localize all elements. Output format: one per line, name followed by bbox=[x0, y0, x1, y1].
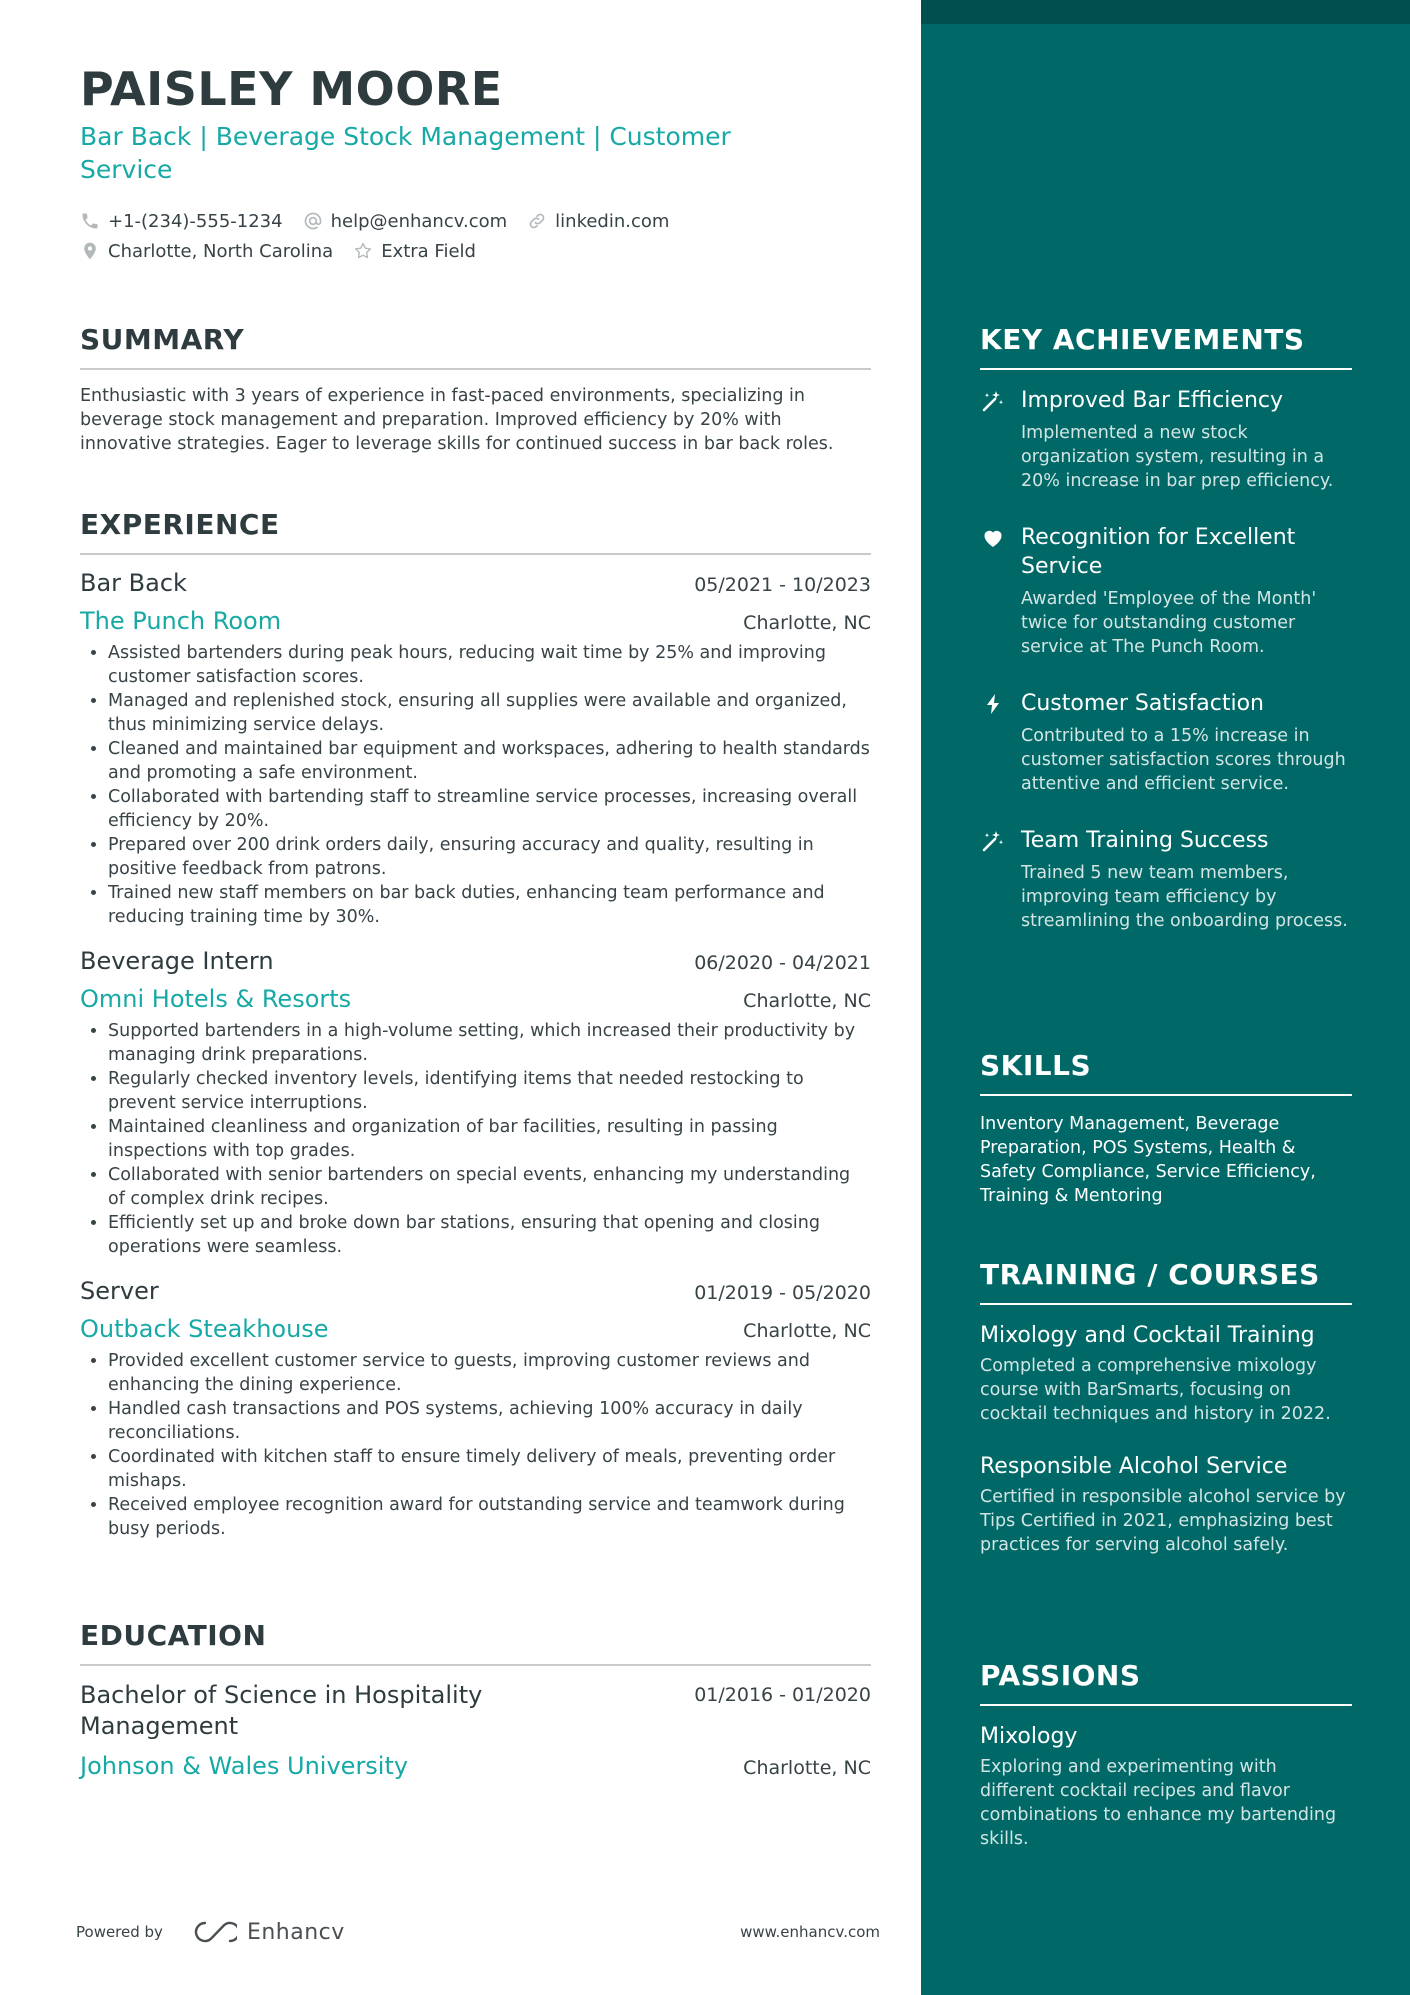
job-dates: 06/2020 - 04/2021 bbox=[694, 952, 871, 974]
job-role: Bar Back bbox=[80, 569, 187, 597]
location-pin-icon bbox=[80, 241, 100, 261]
skills-heading: SKILLS bbox=[980, 1049, 1352, 1096]
contact-location bbox=[80, 241, 333, 262]
enhancv-logo-icon bbox=[191, 1919, 237, 1945]
training-section bbox=[980, 1258, 1352, 1557]
email-text: help@enhancv.com bbox=[330, 210, 508, 232]
contact-email[interactable] bbox=[303, 211, 508, 232]
achievement-title: Customer Satisfaction bbox=[1021, 691, 1264, 716]
achievement-title: Recognition for Excellent Service bbox=[1021, 525, 1296, 579]
summary-heading: SUMMARY bbox=[80, 323, 871, 370]
contact-row-2 bbox=[80, 236, 871, 266]
passions-heading: PASSIONS bbox=[980, 1659, 1352, 1706]
achievement-title: Team Training Success bbox=[1021, 828, 1269, 853]
bullet-item: • Provided excellent customer service to guests, improving customer reviews and enhancing the dining experience. bbox=[108, 1349, 871, 1397]
contact-info bbox=[80, 206, 871, 266]
magic-wand-icon bbox=[980, 828, 1006, 854]
job-bullets bbox=[80, 1349, 871, 1541]
achievement-item bbox=[980, 523, 1352, 659]
powered-by bbox=[76, 1919, 345, 1945]
brand-name: Enhancv bbox=[246, 1919, 345, 1945]
extra-text: Extra Field bbox=[381, 240, 476, 262]
sidebar bbox=[921, 0, 1410, 1995]
education-section bbox=[80, 1619, 871, 1780]
bullet-item: • Handled cash transactions and POS systems, achieving 100% accuracy in daily reconciliations. bbox=[108, 1397, 871, 1445]
training-heading: TRAINING / COURSES bbox=[980, 1258, 1352, 1305]
bullet-item: • Efficiently set up and broke down bar stations, ensuring that opening and closing operations were seamless. bbox=[108, 1211, 871, 1259]
job-dates: 05/2021 - 10/2023 bbox=[694, 574, 871, 596]
footer bbox=[76, 1912, 880, 1952]
bullet-item: • Managed and replenished stock, ensuring all supplies were available and organized, thus minimizing service delays. bbox=[108, 689, 871, 737]
skills-text: Inventory Management, Beverage Preparation, POS Systems, Health & Safety Compliance, Service Efficiency, Training & Mentoring bbox=[980, 1114, 1316, 1206]
job-company: The Punch Room bbox=[80, 607, 282, 635]
powered-by-text: Powered by bbox=[76, 1923, 163, 1941]
phone-icon bbox=[80, 211, 100, 231]
candidate-name: PAISLEY MOORE bbox=[80, 62, 503, 116]
bullet-item: • Maintained cleanliness and organization of bar facilities, resulting in passing inspections with top grades. bbox=[108, 1115, 871, 1163]
candidate-title: Bar Back | Beverage Stock Management | Customer Service bbox=[80, 122, 731, 184]
passion-desc: Exploring and experimenting with different cocktail recipes and flavor combinations to enhance my bartending skills. bbox=[980, 1757, 1337, 1849]
education-school: Johnson & Wales University bbox=[80, 1752, 409, 1780]
lightning-icon bbox=[980, 691, 1006, 717]
job-entry bbox=[80, 947, 871, 1259]
job-bullets bbox=[80, 641, 871, 929]
summary-text: Enthusiastic with 3 years of experience in fast-paced environments, specializing in beverage stock management and preparation. Improved efficiency by 20% with innovative strategies. Eager to leverage skills for continued success in bar back roles. bbox=[80, 386, 834, 454]
bullet-item: • Assisted bartenders during peak hours, reducing wait time by 25% and improving customer satisfaction scores. bbox=[108, 641, 871, 689]
job-company: Omni Hotels & Resorts bbox=[80, 985, 352, 1013]
bullet-item: • Trained new staff members on bar back duties, enhancing team performance and reducing training time by 30%. bbox=[108, 881, 871, 929]
website-link[interactable]: www.enhancv.com bbox=[740, 1923, 880, 1941]
achievement-desc: Implemented a new stock organization system, resulting in a 20% increase in bar prep efficiency. bbox=[1021, 423, 1334, 491]
passion-title: Mixology bbox=[980, 1724, 1078, 1749]
job-role: Server bbox=[80, 1277, 159, 1305]
job-role: Beverage Intern bbox=[80, 947, 274, 975]
experience-heading: EXPERIENCE bbox=[80, 508, 871, 555]
magic-wand-icon bbox=[980, 388, 1006, 414]
phone-text: +1-(234)-555-1234 bbox=[108, 210, 283, 232]
bullet-item: • Regularly checked inventory levels, identifying items that needed restocking to prevent service interruptions. bbox=[108, 1067, 871, 1115]
experience-section bbox=[80, 508, 871, 1541]
heart-icon bbox=[980, 525, 1006, 551]
course-desc: Certified in responsible alcohol service by Tips Certified in 2021, emphasizing best practices for serving alcohol safely. bbox=[980, 1487, 1346, 1555]
bullet-item: • Cleaned and maintained bar equipment and workspaces, adhering to health standards and promoting a safe environment. bbox=[108, 737, 871, 785]
course-item bbox=[980, 1452, 1352, 1557]
skills-section bbox=[980, 1049, 1352, 1208]
achievement-desc: Contributed to a 15% increase in customer satisfaction scores through attentive and efficient service. bbox=[1021, 726, 1346, 794]
achievement-item bbox=[980, 689, 1352, 796]
bullet-item: • Prepared over 200 drink orders daily, ensuring accuracy and quality, resulting in positive feedback from patrons. bbox=[108, 833, 871, 881]
achievement-item bbox=[980, 826, 1352, 933]
course-title: Responsible Alcohol Service bbox=[980, 1454, 1288, 1479]
contact-extra bbox=[353, 241, 476, 262]
location-text: Charlotte, North Carolina bbox=[108, 240, 334, 262]
star-icon bbox=[353, 241, 373, 261]
job-entry bbox=[80, 569, 871, 929]
job-location: Charlotte, NC bbox=[743, 1320, 871, 1342]
bullet-item: • Supported bartenders in a high-volume setting, which increased their productivity by managing drink preparations. bbox=[108, 1019, 871, 1067]
sidebar-top-band bbox=[921, 0, 1410, 24]
contact-linkedin[interactable] bbox=[527, 211, 669, 232]
job-entry bbox=[80, 1277, 871, 1541]
bullet-item: • Collaborated with senior bartenders on special events, enhancing my understanding of complex drink recipes. bbox=[108, 1163, 871, 1211]
education-dates: 01/2016 - 01/2020 bbox=[694, 1684, 871, 1706]
achievements-section bbox=[980, 323, 1352, 933]
job-bullets bbox=[80, 1019, 871, 1259]
summary-section bbox=[80, 323, 871, 456]
link-icon bbox=[527, 211, 547, 231]
course-desc: Completed a comprehensive mixology course with BarSmarts, focusing on cocktail techniques and history in 2022. bbox=[980, 1356, 1331, 1424]
contact-phone[interactable] bbox=[80, 211, 283, 232]
achievements-heading: KEY ACHIEVEMENTS bbox=[980, 323, 1352, 370]
bullet-item: • Collaborated with bartending staff to streamline service processes, increasing overall efficiency by 20%. bbox=[108, 785, 871, 833]
course-item bbox=[980, 1321, 1352, 1426]
education-heading: EDUCATION bbox=[80, 1619, 871, 1666]
job-location: Charlotte, NC bbox=[743, 612, 871, 634]
job-company: Outback Steakhouse bbox=[80, 1315, 329, 1343]
achievement-desc: Awarded 'Employee of the Month' twice for outstanding customer service at The Punch Room. bbox=[1021, 589, 1317, 657]
education-location: Charlotte, NC bbox=[743, 1757, 871, 1779]
linkedin-text: linkedin.com bbox=[555, 210, 670, 232]
job-dates: 01/2019 - 05/2020 bbox=[694, 1282, 871, 1304]
bullet-item: • Received employee recognition award for outstanding service and teamwork during busy periods. bbox=[108, 1493, 871, 1541]
passions-section bbox=[980, 1659, 1352, 1851]
education-degree: Bachelor of Science in Hospitality Management bbox=[80, 1681, 483, 1740]
course-title: Mixology and Cocktail Training bbox=[980, 1323, 1315, 1348]
passion-item bbox=[980, 1722, 1352, 1851]
achievement-item bbox=[980, 386, 1352, 493]
bullet-item: • Coordinated with kitchen staff to ensure timely delivery of meals, preventing order mishaps. bbox=[108, 1445, 871, 1493]
achievement-title: Improved Bar Efficiency bbox=[1021, 388, 1284, 413]
job-location: Charlotte, NC bbox=[743, 990, 871, 1012]
achievement-desc: Trained 5 new team members, improving team efficiency by streamlining the onboarding process. bbox=[1021, 863, 1348, 931]
brand-logo[interactable] bbox=[191, 1919, 345, 1945]
contact-row-1 bbox=[80, 206, 871, 236]
at-icon bbox=[303, 211, 323, 231]
